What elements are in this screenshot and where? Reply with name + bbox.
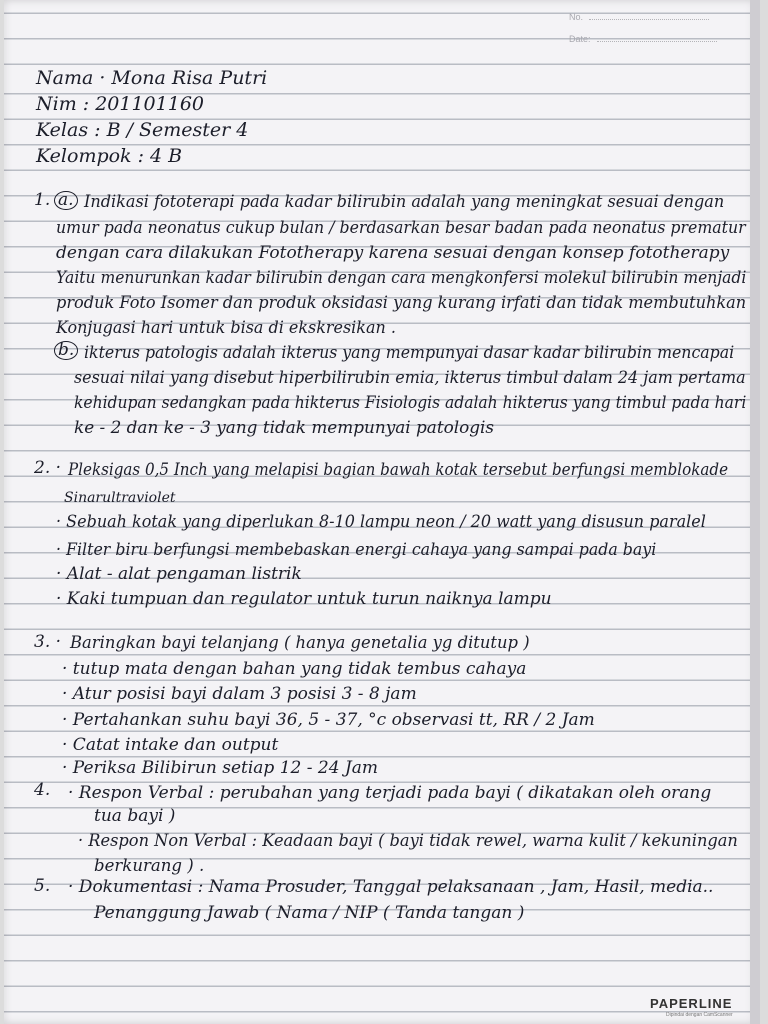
- answer-line: · Respon Non Verbal : Keadaan bayi ( bayi tidak rewel, warna kulit / kekuningan: [78, 831, 738, 851]
- answer-line: Penanggung Jawab ( Nama / NIP ( Tanda tangan ): [94, 903, 525, 923]
- answer-line: · Periksa Bilibirun setiap 12 - 24 Jam: [62, 758, 378, 778]
- answer-line: · Catat intake dan output: [62, 735, 279, 755]
- nim-line: Nim : 201101160: [36, 93, 204, 115]
- q1-b-circle: b.: [54, 341, 78, 360]
- answer-line: Sinarultraviolet: [64, 490, 176, 506]
- answer-line: · tutup mata dengan bahan yang tidak tembus cahaya: [62, 659, 527, 679]
- answer-line: umur pada neonatus cukup bulan / berdasarkan besar badan pada neonatus prematur: [56, 218, 746, 238]
- date-field: [569, 34, 717, 44]
- q2-number: 2. ·: [34, 458, 62, 478]
- q1-b-marker: [54, 340, 78, 360]
- answer-line: ikterus patologis adalah ikterus yang mempunyai dasar kadar bilirubin mencapai: [84, 343, 735, 363]
- answer-line: · Alat - alat pengaman listrik: [56, 564, 302, 584]
- answer-line: · Respon Verbal : perubahan yang terjadi pada bayi ( dikatakan oleh orang: [68, 783, 712, 803]
- q1-a-circle: a.: [54, 191, 78, 210]
- answer-line: tua bayi ): [94, 806, 176, 826]
- class-line: Kelas : B / Semester 4: [36, 119, 249, 141]
- name-line: Nama · Mona Risa Putri: [36, 67, 268, 89]
- answer-line: · Pertahankan suhu bayi 36, 5 - 37, °c observasi tt, RR / 2 Jam: [62, 710, 595, 730]
- page-edge: [750, 0, 760, 1024]
- group-line: Kelompok : 4 B: [36, 145, 183, 167]
- notebook-page: [4, 0, 760, 1024]
- q4-number: 4.: [34, 780, 51, 800]
- answer-line: ke - 2 dan ke - 3 yang tidak mempunyai patologis: [74, 418, 495, 438]
- answer-line: Baringkan bayi telanjang ( hanya genetalia yg ditutup ): [70, 633, 530, 653]
- answer-line: dengan cara dilakukan Fototherapy karena sesuai dengan konsep fototherapy: [56, 243, 730, 263]
- scanner-watermark: Dipindai dengan CamScanner: [666, 1012, 733, 1018]
- answer-line: · Kaki tumpuan dan regulator untuk turun naiknya lampu: [56, 589, 552, 609]
- answer-line: Indikasi fototerapi pada kadar bilirubin adalah yang meningkat sesuai dengan: [84, 192, 725, 212]
- answer-line: kehidupan sedangkan pada hikterus Fisiologis adalah hikterus yang timbul pada hari: [74, 393, 747, 413]
- date-label: Date:: [569, 34, 591, 44]
- answer-line: · Atur posisi bayi dalam 3 posisi 3 - 8 jam: [62, 684, 417, 704]
- answer-line: Konjugasi hari untuk bisa di ekskresikan .: [56, 318, 396, 338]
- answer-line: produk Foto Isomer dan produk oksidasi yang kurang irfati dan tidak membutuhkan: [56, 293, 747, 313]
- answer-line: sesuai nilai yang disebut hiperbilirubin emia, ikterus timbul dalam 24 jam pertama: [74, 368, 746, 388]
- q5-number: 5.: [34, 876, 51, 896]
- answer-line: · Dokumentasi : Nama Prosuder, Tanggal pelaksanaan , Jam, Hasil, media..: [68, 877, 714, 897]
- answer-line: Yaitu menurunkan kadar bilirubin dengan cara mengkonfersi molekul bilirubin menjadi: [56, 268, 747, 288]
- answer-line: · Filter biru berfungsi membebaskan energi cahaya yang sampai pada bayi: [56, 540, 657, 560]
- answer-line: berkurang ) .: [94, 856, 205, 876]
- no-label: No.: [569, 12, 584, 22]
- q1-number: 1.: [34, 190, 51, 210]
- q3-number: 3. ·: [34, 632, 62, 652]
- brand-logo: PAPERLINE: [650, 996, 733, 1011]
- answer-line: Pleksigas 0,5 Inch yang melapisi bagian bawah kotak tersebut berfungsi memblokade: [68, 460, 729, 480]
- no-field: [569, 12, 709, 22]
- q1-a-marker: [54, 190, 78, 210]
- answer-line: · Sebuah kotak yang diperlukan 8-10 lampu neon / 20 watt yang disusun paralel: [56, 512, 706, 532]
